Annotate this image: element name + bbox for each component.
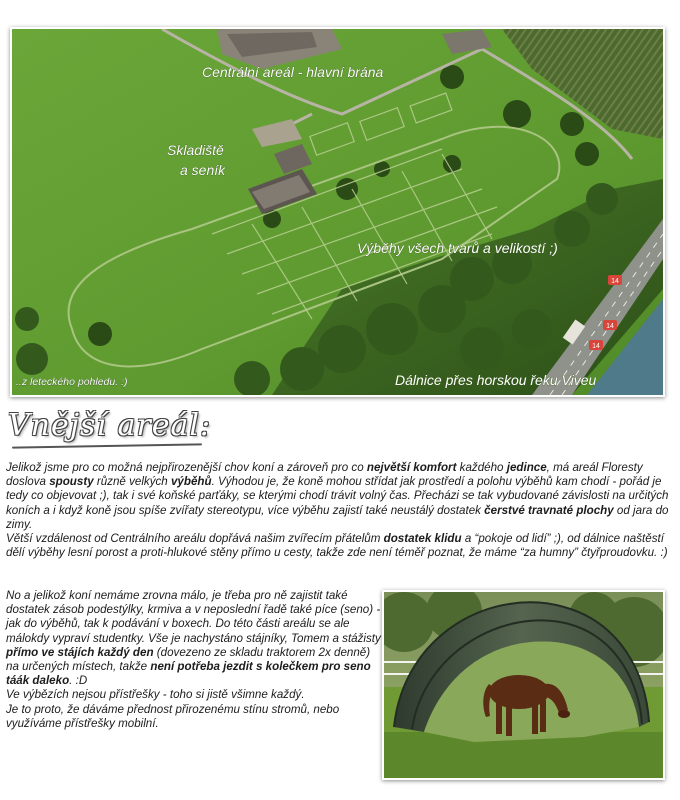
- paragraph-3: [6, 589, 382, 688]
- p1-text: , má areál Floresty doslova: [6, 461, 643, 489]
- p2-text: Větší vzdálenost od Centrálního areálu dopřává našim zvířecím přátelům: [6, 532, 384, 546]
- road-number-3: 14: [592, 343, 600, 350]
- p1-text: různě velkých: [93, 475, 171, 489]
- p1-bold: spousty: [49, 475, 94, 489]
- p3-bold: není potřeba jezdit s kolečkem pro seno táák daleko: [6, 660, 371, 688]
- p2-bold: dostatek klidu: [383, 532, 462, 546]
- heading-underline: [12, 443, 202, 448]
- section-heading: Vnější areál:: [8, 408, 212, 443]
- p1-bold: největší komfort: [366, 461, 457, 474]
- aerial-photo: [10, 27, 665, 397]
- p1-bold: výběhů: [170, 475, 212, 489]
- p1-bold: jedince: [506, 461, 547, 474]
- paragraph-4-line1: Ve výbězích nejsou přístřešky - toho si jistě všimne každý.: [6, 688, 305, 702]
- paragraph-4-line2: Je to proto, že dáváme přednost přirozenému stínu stromů, nebo využíváme přístřešky mobilní.: [6, 702, 340, 730]
- p3-bold: přímo ve stájích každý den: [6, 645, 154, 659]
- p1-text: Jelikož jsme pro co možná nejpřirozenější chov koní a zároveň pro co: [6, 461, 367, 474]
- road-number-2: 14: [606, 323, 614, 330]
- p1-bold: čerstvé travnaté plochy: [484, 503, 614, 517]
- paragraph-1: [6, 461, 672, 532]
- p3-text: (dovezeno ze skladu traktorem 2x denně) na určených místech, takže: [6, 645, 371, 674]
- p3-text: . :D: [69, 674, 88, 688]
- label-main-gate: Centrální areál - hlavní brána: [202, 64, 384, 80]
- label-highway: Dálnice přes horskou řeku Viveu: [395, 372, 597, 388]
- aerial-credit: ..z leteckého pohledu. :): [16, 376, 128, 388]
- p3-text: No a jelikož koní nemáme zrovna málo, je třeba pro ně zajistit také dostatek zásob podestýlky, krmiva a v neposlední řadě také píce (seno) - jak do výběhů, tak k podávání v boxech. Do této části areálu se ale málokdy vypraví studentky. Vše je nachystáno stájníky, Tomem a stážisty: [6, 589, 381, 645]
- intro-text: [6, 461, 672, 560]
- p1-text: od jara do zimy.: [6, 503, 669, 531]
- p1-text: . Výhodou je, že koně mohou střídat jak prostředí a polohu výběhů kam chodí - pořád je tedy co objevovat ;), tak i své koňské parťáky, se kterými chodí trávit volný čas. Přecházi se tak vybudované závislosti na určitých koních a i když koně jsou spíše zvířaty stereotypu, více výběhu zajistí také neustálý dostatek: [6, 475, 669, 517]
- storage-text: [6, 589, 382, 731]
- label-storage-line1: Skladiště: [167, 142, 224, 158]
- horse-shelter-photo: [382, 590, 665, 780]
- p1-text: každého: [456, 461, 507, 474]
- label-paddocks: Výběhy všech tvarů a velikostí ;): [357, 240, 558, 256]
- paragraph-2: [6, 532, 672, 560]
- label-storage-line2: a seník: [180, 162, 226, 178]
- road-number-1: 14: [611, 278, 619, 285]
- p2-text: a “pokoje od lidí” ;), od dálnice naštěstí dělí výběhy lesní porost a proti-hlukové stěny přímo u cesty, takže zde není téměř poznat, že máme “za humny” čtyřproudovku. :): [6, 532, 668, 560]
